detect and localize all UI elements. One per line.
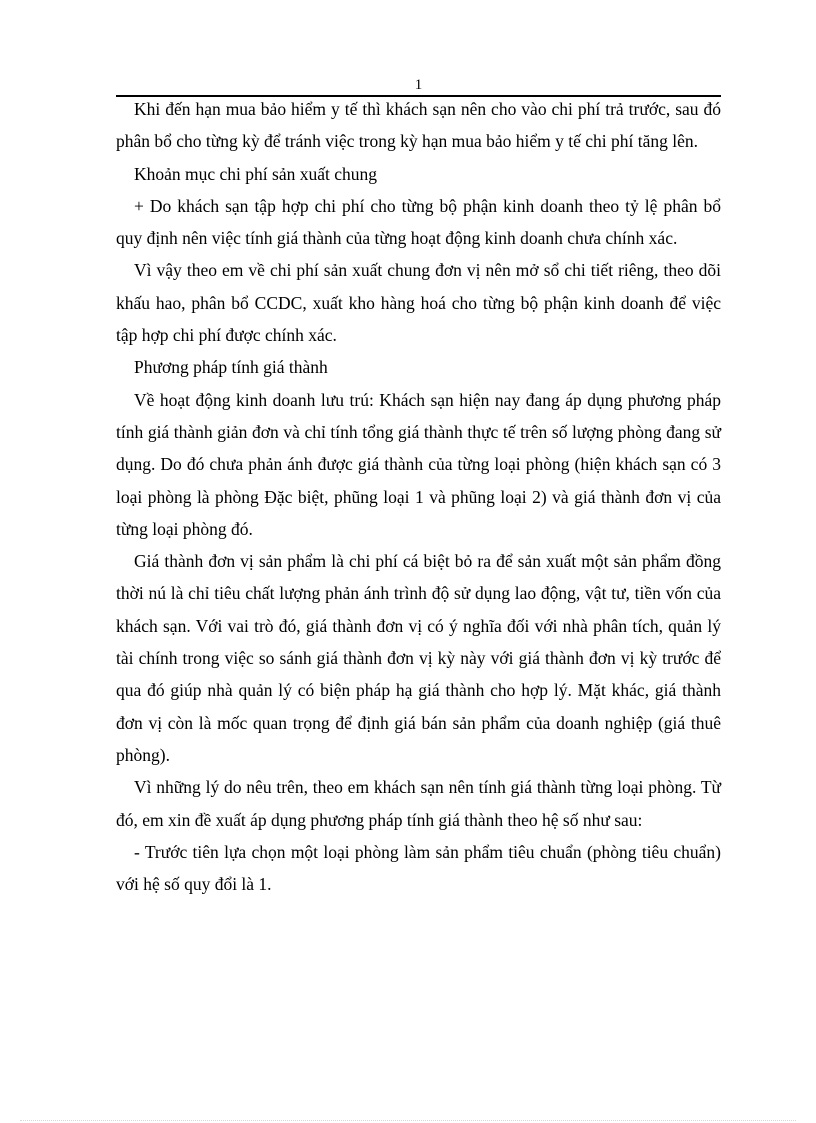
paragraph-health-insurance: Khi đến hạn mua bảo hiểm y tế thì khách sạn nên cho vào chi phí trả trước, sau đó phân bổ cho từng kỳ để tránh việc trong kỳ hạn mua bảo hiểm y tế chi phí tăng lên. [116,99,721,152]
heading-costing-method: Phương pháp tính giá thành [134,357,328,378]
paragraph-detail-ledger: Vì vậy theo em về chi phí sản xuất chung đơn vị nên mở sổ chi tiết riêng, theo dõi khấu hao, phân bổ CCDC, xuất kho hàng hoá cho từng bộ phận kinh doanh để việc tập hợp chi phí được chính xác. [116,260,721,346]
paragraph-cost-allocation: + Do khách sạn tập hợp chi phí cho từng bộ phận kinh doanh theo tỷ lệ phân bổ quy định nên việc tính giá thành của từng hoạt động kinh doanh chưa chính xác. [116,195,721,249]
page-bottom-border [20,1120,796,1121]
document-body [116,93,721,900]
paragraph-proposal: Vì những lý do nêu trên, theo em khách sạn nên tính giá thành từng loại phòng. Từ đó, em xin đề xuất áp dụng phương pháp tính giá thành theo hệ số như sau: [116,777,721,830]
heading-general-production-cost: Khoản mục chi phí sản xuất chung [134,163,378,184]
paragraph-unit-cost: Giá thành đơn vị sản phẩm là chi phí cá biệt bỏ ra để sản xuất một sản phẩm đồng thời nú là chỉ tiêu chất lượng phản ánh trình độ sử dụng lao động, vật tư, tiền vốn của khách sạn. Với vai trò đó, giá thành đơn vị có ý nghĩa đối với nhà phân tích, quản lý tài chính trong việc so sánh giá thành đơn vị kỳ này với giá thành đơn vị kỳ trước để qua đó giúp nhà quản lý có biện pháp hạ giá thành cho hợp lý. Mặt khác, giá thành đơn vị còn là mốc quan trọng để định giá bán sản phẩm của doanh nghiệp (giá thuê phòng). [116,551,721,765]
paragraph-accommodation-business: Về hoạt động kinh doanh lưu trú: Khách sạn hiện nay đang áp dụng phương pháp tính giá thành giản đơn và chỉ tính tổng giá thành thực tế trên số lượng phòng đang sử dụng. Do đó chưa phản ánh được giá thành của từng loại phòng (hiện khách sạn có 3 loại phòng là phòng Đặc biệt, phũng loại 1 và phũng loại 2) và giá thành đơn vị của từng loại phòng đó. [116,389,721,539]
paragraph-standard-room: - Trước tiên lựa chọn một loại phòng làm sản phẩm tiêu chuẩn (phòng tiêu chuẩn) với hệ số quy đổi là 1. [116,841,721,895]
page-number: 1 [414,77,423,93]
